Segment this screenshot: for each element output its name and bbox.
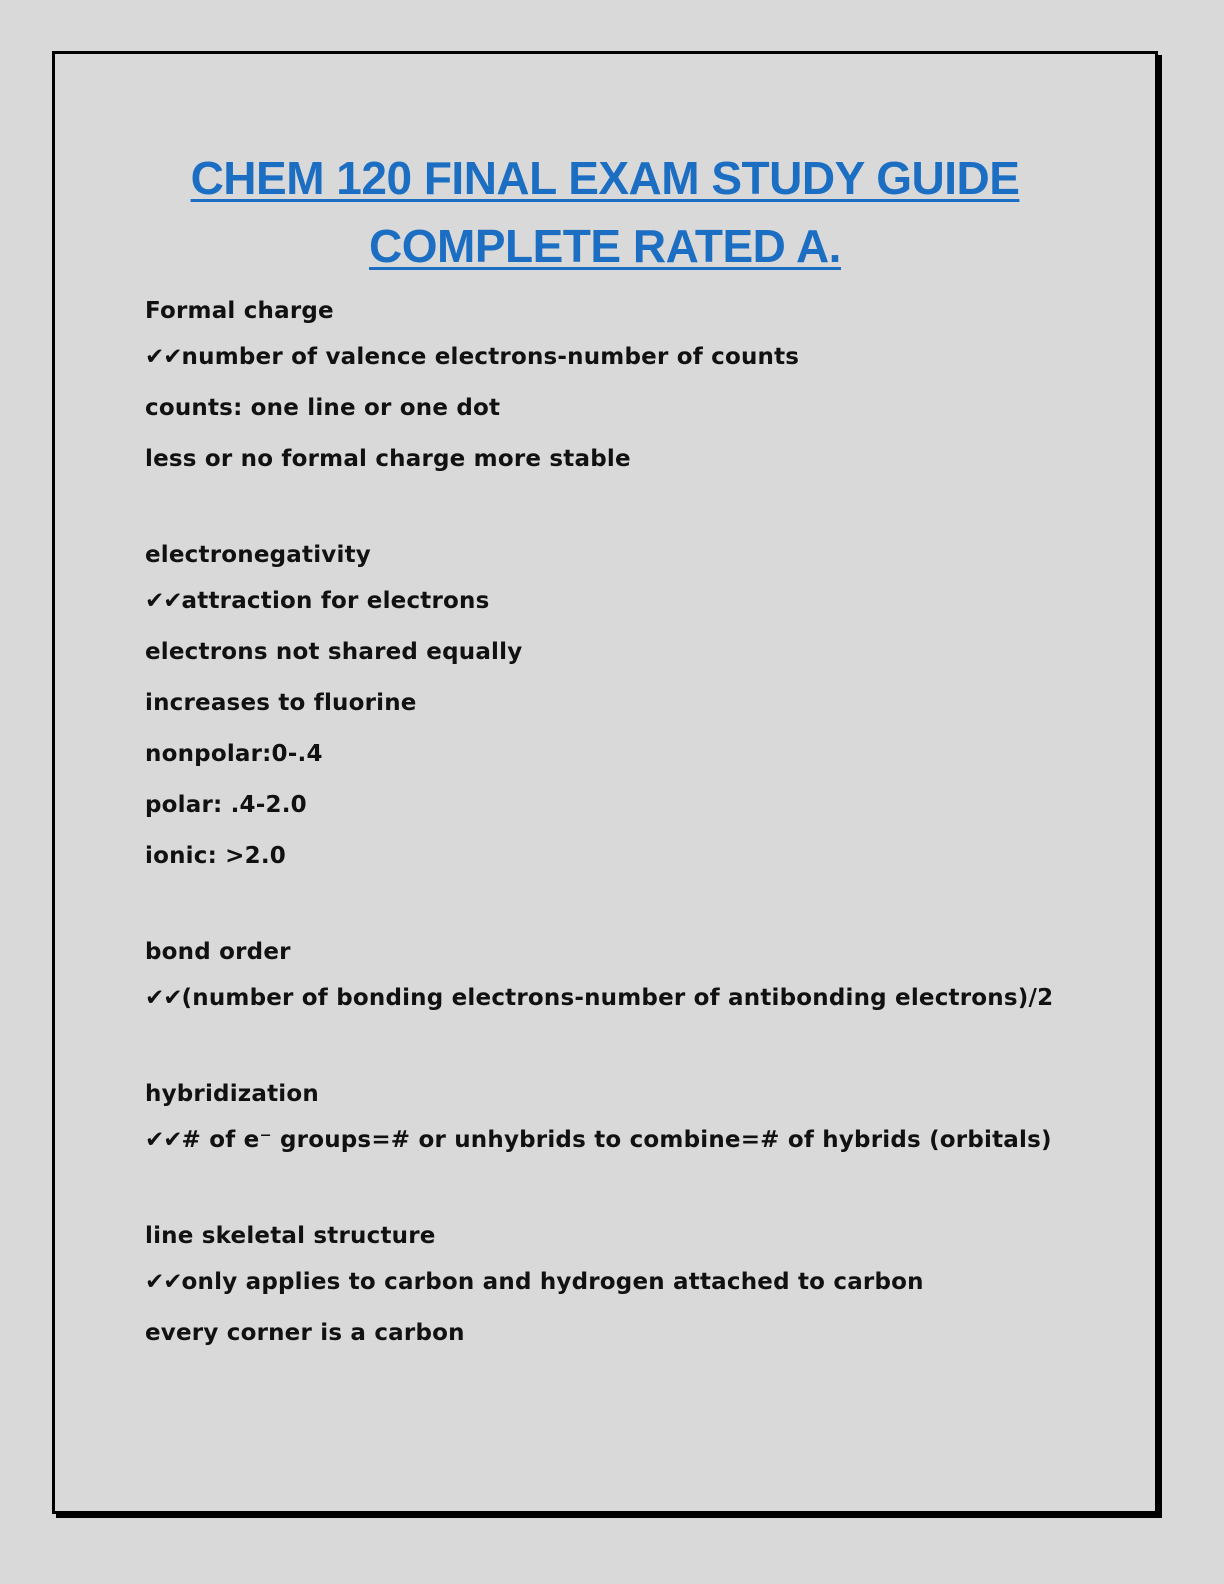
section-note: nonpolar:0-.4 [145, 741, 323, 767]
answer-text: (number of bonding electrons-number of antibonding electrons)/2 [181, 985, 1054, 1011]
section-answer [145, 576, 1105, 627]
answer-text: # of e⁻ groups=# or unhybrids to combine=# of hybrids (orbitals) [181, 1127, 1052, 1153]
double-check-icon: ✔✔ [145, 344, 182, 370]
page-frame [52, 51, 1158, 1514]
title-text-2: COMPLETE RATED A. [369, 220, 841, 272]
section-note: polar: .4-2.0 [145, 792, 307, 818]
section-heading: hybridization [145, 1081, 319, 1107]
section-answer [145, 1115, 1105, 1166]
section-note: ionic: >2.0 [145, 843, 286, 869]
section-answer [145, 1257, 1105, 1308]
section-note: less or no formal charge more stable [145, 446, 631, 472]
section-answer [145, 973, 1105, 1024]
double-check-icon: ✔✔ [145, 985, 182, 1011]
section-answer [145, 332, 1105, 383]
document-title-line-1 [55, 150, 1155, 206]
section-note: increases to fluorine [145, 690, 417, 716]
section-note: every corner is a carbon [145, 1320, 465, 1346]
section-note: counts: one line or one dot [145, 395, 501, 421]
answer-text: only applies to carbon and hydrogen attached to carbon [181, 1269, 924, 1295]
section-heading: Formal charge [145, 298, 334, 324]
answer-text: attraction for electrons [181, 588, 490, 614]
document-title-line-2 [55, 218, 1155, 274]
double-check-icon: ✔✔ [145, 588, 182, 614]
section-heading: line skeletal structure [145, 1223, 436, 1249]
double-check-icon: ✔✔ [145, 1269, 182, 1295]
section-heading: bond order [145, 939, 291, 965]
study-guide-content [145, 290, 1105, 1359]
title-text-1: CHEM 120 FINAL EXAM STUDY GUIDE [190, 152, 1020, 204]
section-note: electrons not shared equally [145, 639, 523, 665]
section-heading: electronegativity [145, 542, 371, 568]
answer-text: number of valence electrons-number of counts [181, 344, 800, 370]
double-check-icon: ✔✔ [145, 1127, 182, 1153]
